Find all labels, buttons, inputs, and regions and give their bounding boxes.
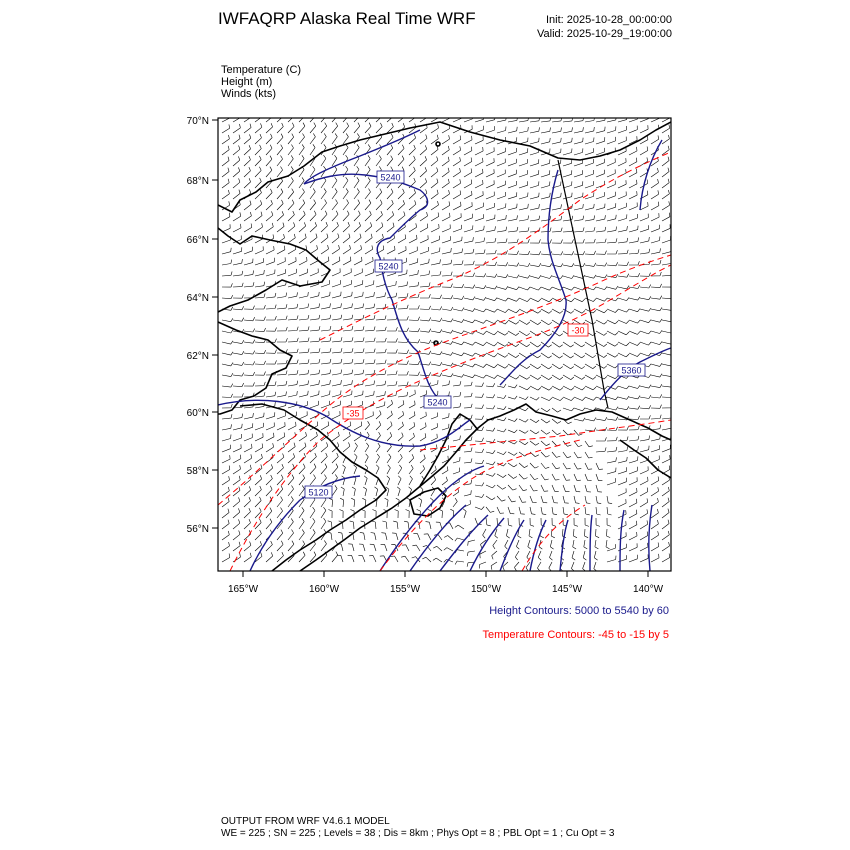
lat-label: 68°N [186,176,209,187]
height-contours [218,130,671,571]
wind-barb-field [222,112,673,571]
field-temperature: Temperature (C) [221,64,302,76]
footer-line-2: WE = 225 ; SN = 225 ; Levels = 38 ; Dis = 8km ; Phys Opt = 8 ; PBL Opt = 1 ; Cu Opt = 3 [221,828,615,839]
arctic-coastline [218,122,671,212]
lat-label: 58°N [186,466,209,477]
temperature-contours [218,152,671,571]
lat-label: 62°N [186,351,209,362]
lat-label: 66°N [186,235,209,246]
height-contours-note: Height Contours: 5000 to 5540 by 60 [489,605,669,617]
field-winds: Winds (kts) [221,88,276,100]
temperature-label-2: -35 [346,408,360,419]
temperature-label-1: -30 [571,325,585,336]
longitude-labels [228,584,664,595]
lat-label: 56°N [186,524,209,535]
kodiak-island [410,488,446,516]
lat-label: 70°N [186,116,209,127]
height-label-1: 5240 [380,172,401,183]
latitude-axis [212,120,218,528]
height-label-3: 5240 [427,397,448,408]
lon-label: 155°W [389,584,421,595]
lat-label: 60°N [186,408,209,419]
temperature-contours-note: Temperature Contours: -45 to -15 by 5 [482,629,669,641]
wind-barbs [222,112,673,571]
coastlines [218,122,671,571]
init-time: Init: 2025-10-28_00:00:00 [546,14,672,26]
lon-label: 140°W [632,584,664,595]
footer-line-1: OUTPUT FROM WRF V4.6.1 MODEL [221,816,390,827]
lon-label: 145°W [551,584,583,595]
panhandle-coastline [620,440,671,478]
height-label-2: 5240 [378,261,399,272]
valid-time: Valid: 2025-10-29_19:00:00 [537,28,672,40]
map-title: IWFAQRP Alaska Real Time WRF [218,9,476,28]
lon-label: 165°W [227,584,259,595]
height-label-5: 5120 [308,487,329,498]
height-label-4: 5360 [621,365,642,376]
longitude-axis [243,571,648,577]
lon-label: 150°W [470,584,502,595]
model-footer [221,816,614,840]
lat-label: 64°N [186,293,209,304]
map-content [218,112,673,571]
field-height: Height (m) [221,76,273,88]
lon-label: 160°W [308,584,340,595]
latitude-labels [187,116,209,535]
